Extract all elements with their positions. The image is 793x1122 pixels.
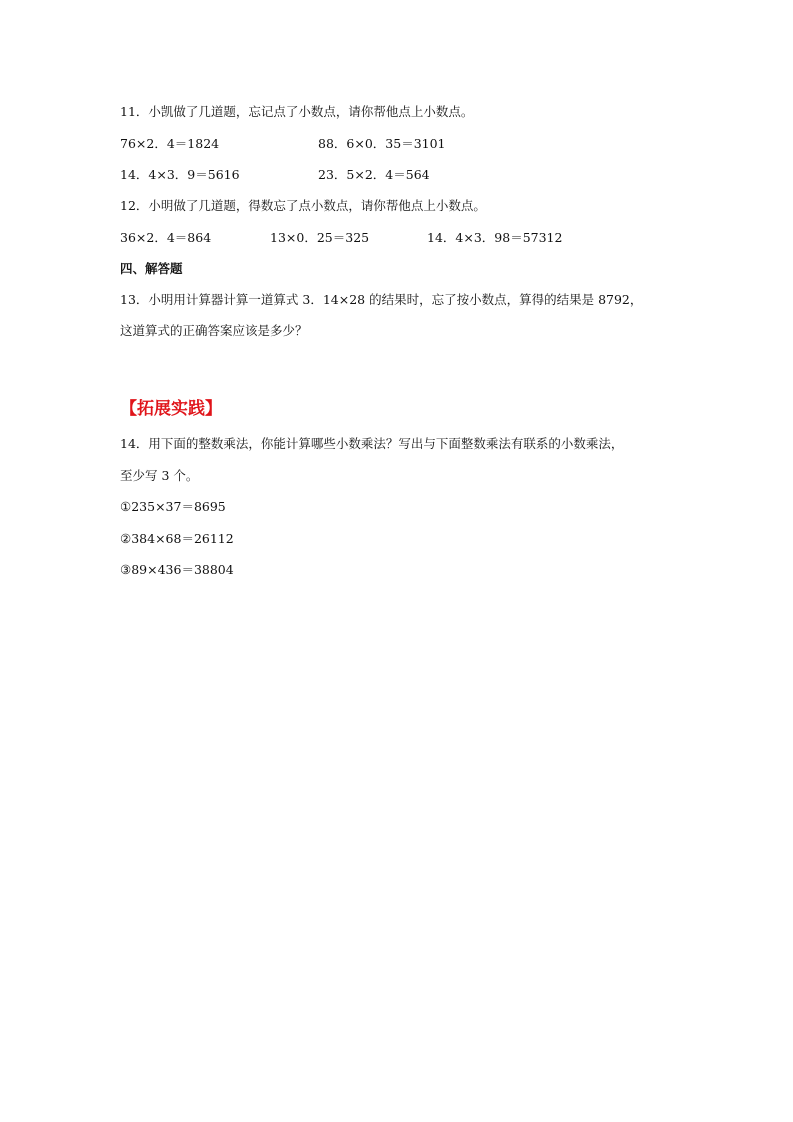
- question-13-line-1: 13．小明用计算器计算一道算式 3．14×28 的结果时，忘了按小数点，算得的结果是 8792，: [120, 292, 643, 307]
- question-11-equation-1: 76×2．4＝1824: [120, 136, 220, 151]
- question-11-text: 11．小凯做了几道题，忘记点了小数点，请你帮他点上小数点。: [120, 104, 474, 119]
- question-12-equation-2: 13×0．25＝325: [270, 230, 370, 245]
- question-14-equation-2: ②384×68＝26112: [120, 531, 234, 546]
- question-14-equation-3: ③89×436＝38804: [120, 562, 234, 577]
- section-title: 四、解答题: [120, 261, 183, 276]
- question-12-equation-1: 36×2．4＝864: [120, 230, 212, 245]
- question-12-text: 12．小明做了几道题，得数忘了点小数点，请你帮他点上小数点。: [120, 198, 486, 213]
- question-14-line-2: 至少写 3 个。: [120, 468, 199, 483]
- question-13-line-2: 这道算式的正确答案应该是多少？: [120, 323, 308, 338]
- extension-heading: 【拓展实践】: [120, 399, 222, 419]
- question-11-equation-4: 23．5×2．4＝564: [318, 167, 430, 182]
- question-14-line-1: 14．用下面的整数乘法，你能计算哪些小数乘法？写出与下面整数乘法有联系的小数乘法，: [120, 436, 624, 451]
- question-11-equation-3: 14．4×3．9＝5616: [120, 167, 240, 182]
- question-14-equation-1: ①235×37＝8695: [120, 499, 226, 514]
- question-11-equation-2: 88．6×0．35＝3101: [318, 136, 446, 151]
- question-12-equation-3: 14．4×3．98＝57312: [427, 230, 563, 245]
